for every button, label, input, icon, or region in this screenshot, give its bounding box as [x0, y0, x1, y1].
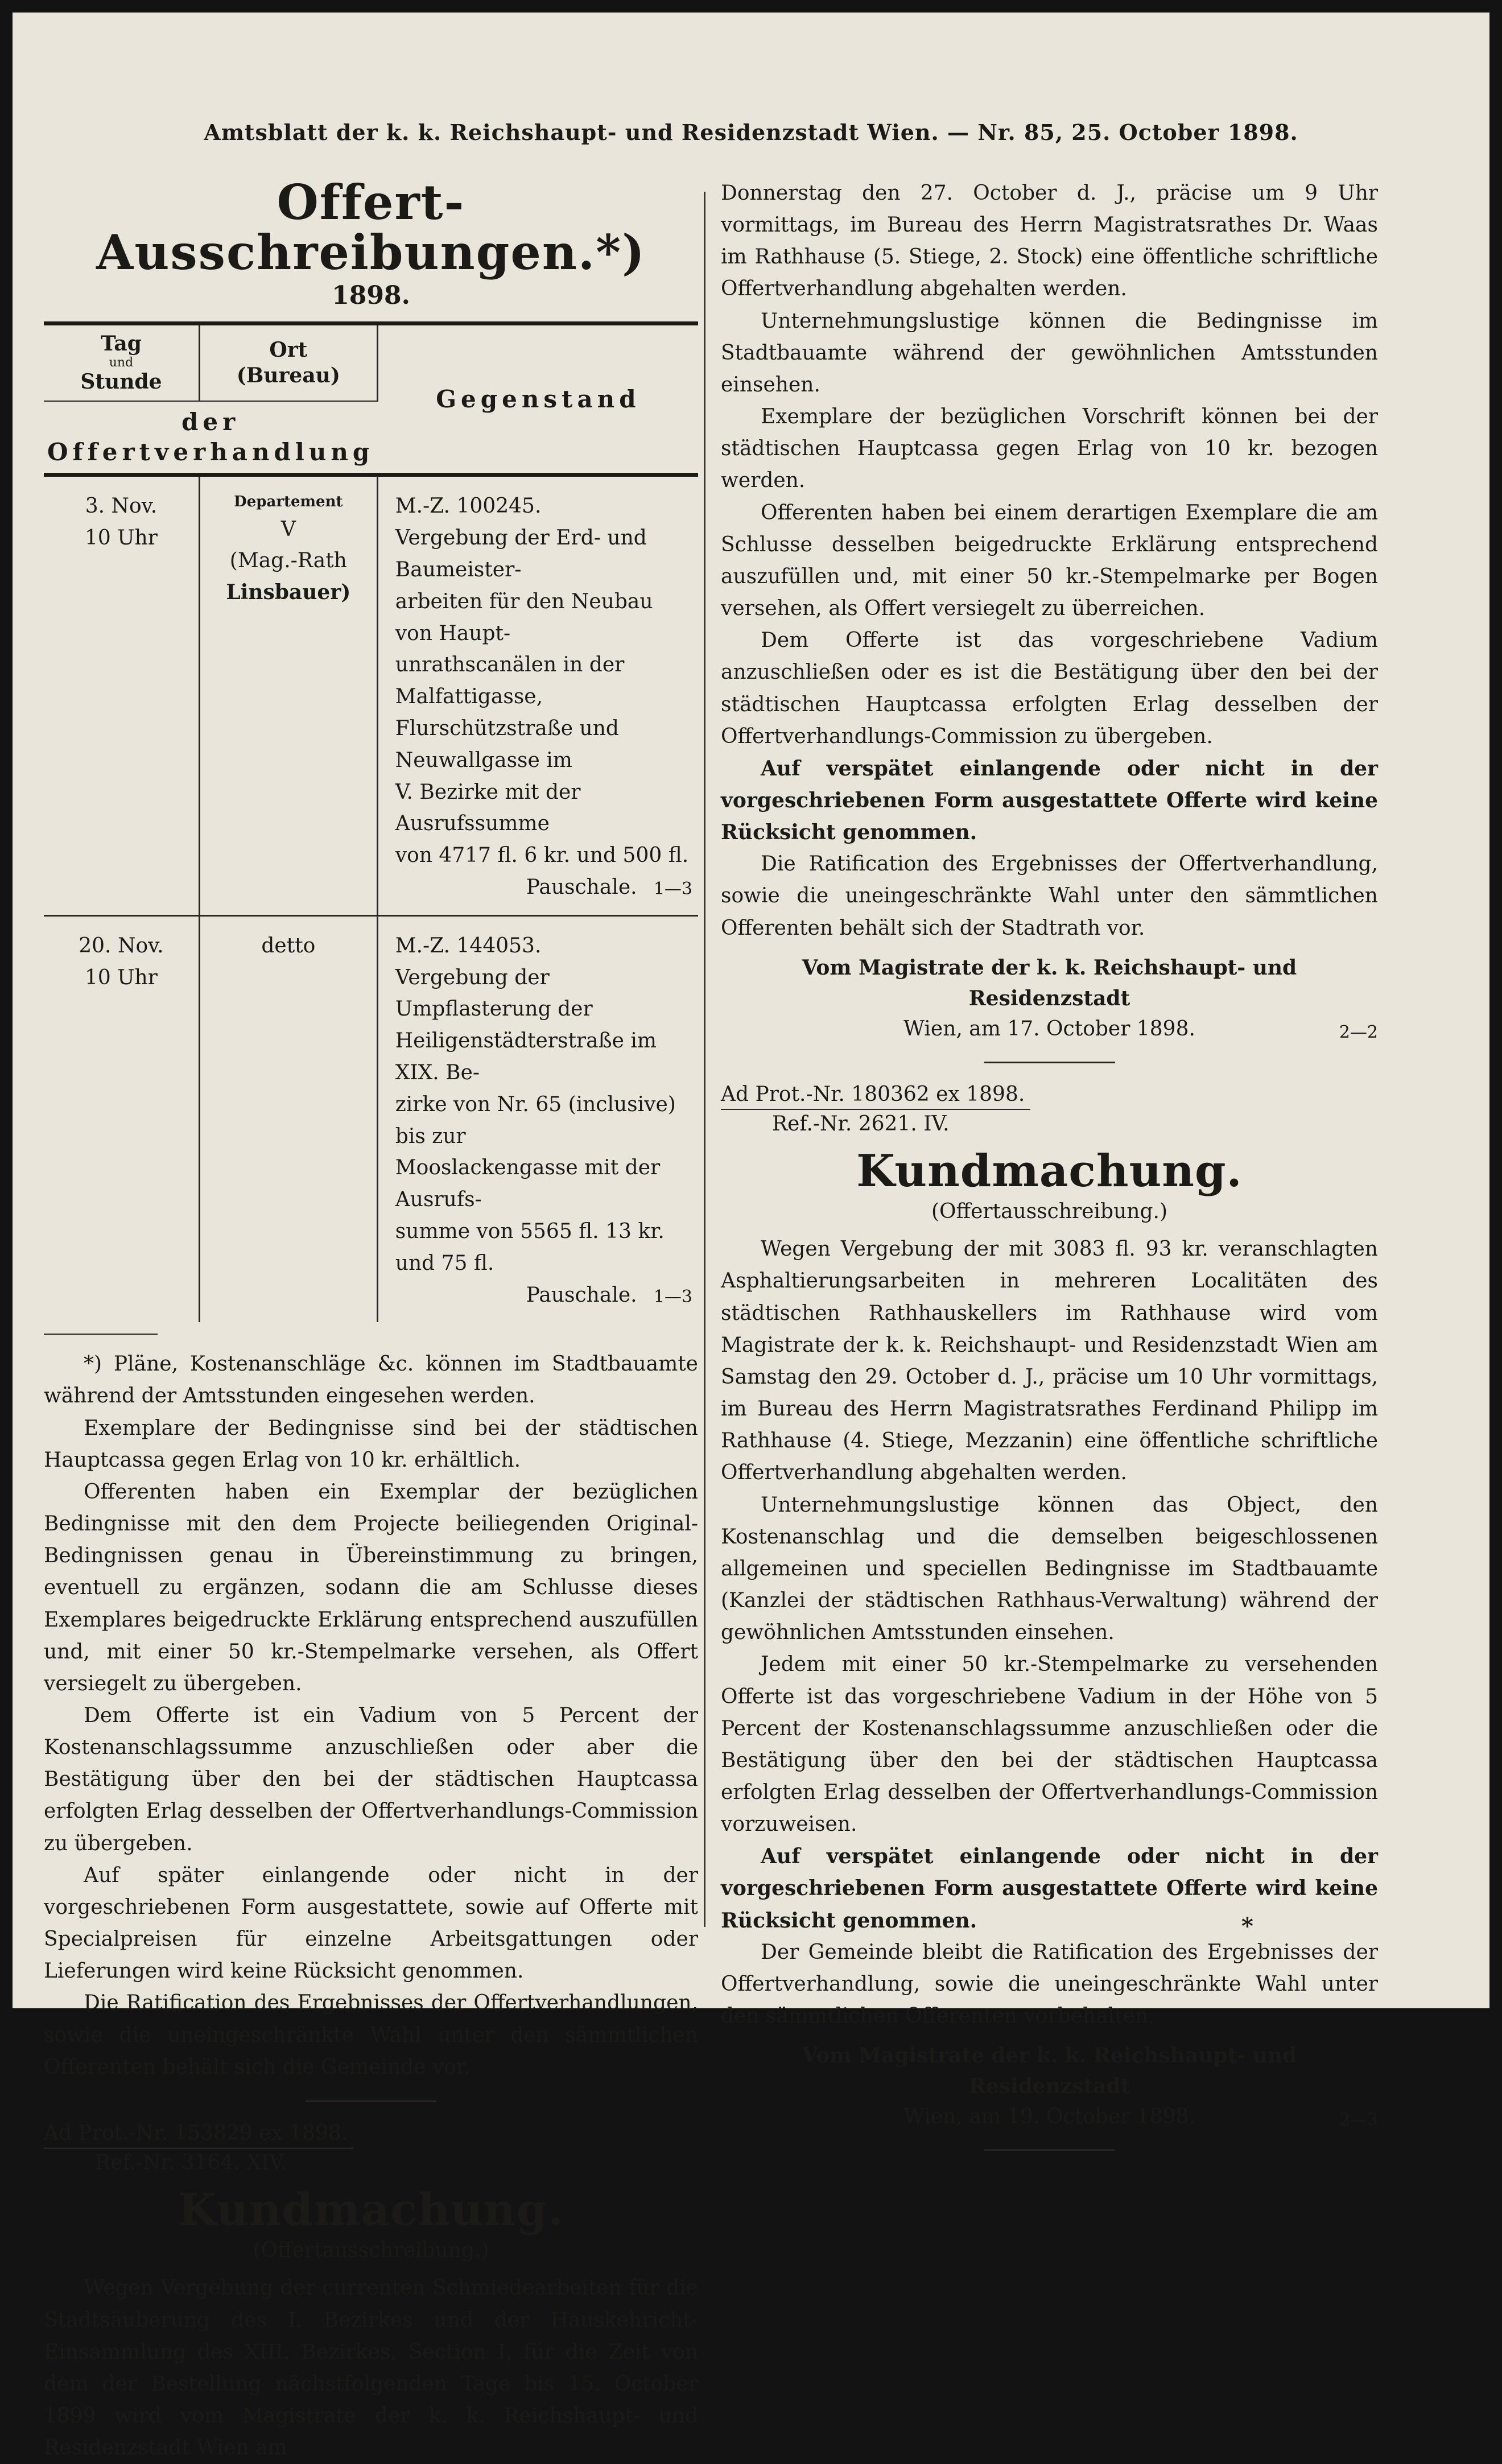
table-row: 3. Nov. 10 Uhr Departement V (Mag.-Rath Linsbauer) M.-Z. 100245. Vergebung der Erd- und Baumeister- arbeiten für den Neubau von Haupt- unrathscanälen in der Malfattigasse, Flurschützstraße und Neuwallgasse im V. Bezirke mit der Ausrufssumme von 4717 fl. 6 kr. und 500 fl. Pauschale. 1—3 — [44, 475, 698, 915]
column-divider — [704, 192, 705, 1927]
separator — [306, 2100, 436, 2102]
header-subrow: der Offertverhandlung — [44, 401, 377, 475]
place-date: Wien, am 19. October 1898. 2—3 — [903, 2105, 1378, 2131]
newspaper-page — [13, 13, 1489, 2460]
notice-subtitle: (Offertausschreibung.) — [253, 2239, 489, 2263]
place-date: Wien, am 17. October 1898. 2—2 — [903, 1017, 1378, 1042]
section-title: Offert-Ausschreibungen.*) — [96, 174, 646, 281]
asterisk-mark: * — [1241, 1913, 1253, 1939]
header-subject: Gegenstand — [377, 324, 698, 475]
notice-title: Kundmachung. — [178, 2184, 564, 2236]
separator — [984, 1062, 1115, 1063]
prot-number: Ad Prot.-Nr. 153829 ex 1898. — [44, 2119, 353, 2149]
footnote-rule — [44, 1334, 158, 1335]
prot-number: Ad Prot.-Nr. 180362 ex 1898. — [721, 1080, 1030, 1110]
notice-right: Ad Prot.-Nr. 180362 ex 1898. Ref.-Nr. 2621. IV. Kundmachung. (Offertausschreibung.) Wegen Vergebung der mit 3083 fl. 93 kr. veranschlagten Asphaltierungsarbeiten in mehreren Localitäten des städtischen Rathhauskellers im Rathhause wird vom Magistrate der k. k. Reichshaupt- und Residenzstadt Wien am Samstag den 29. October d. J., präcise um 10 Uhr vormittags, im Bureau des Herrn Magistratsrathes Ferdinand Philipp im Rathhause (4. Stiege, Mezzanin) eine öffentliche schriftliche Offertverhandlung abgehalten werden. Unternehmungslustige können das Object, den Kostenanschlag und die demselben beigeschlossenen allgemeinen und speciellen Bedingnisse im Stadtbauamte (Kanzlei der städtischen Rathhaus-Verwaltung) während der gewöhnlichen Amtsstunden einsehen. Jedem mit einer 50 kr.-Stempelmarke zu versehenden Offerte ist das vorgeschriebene Vadium in der Höhe von 5 Percent der Kostenanschlagssumme anzuschließen oder die Bestätigung über den bei der städtischen Hauptcassa erfolgten Erlag desselben der Offertverhandlungs-Commission vorzuweisen. Auf verspätet einlangende oder nicht in der vorgeschriebenen Form ausgestattete Offerte wird keine Rücksicht genommen. Der Gemeinde bleibt die Ratification des Ergebnisses der Offertverhandlung, sowie die uneingeschränkte Wahl unter den sämmtlichen Offerenten vorbehalten. Vom Magistrate der k. k. Reichshaupt- und Residenzstadt Wien, am 19. October 1898. 2—3 — [721, 1080, 1378, 2151]
header-date: Tag und Stunde — [44, 324, 199, 402]
offers-table — [44, 321, 698, 1322]
page-header: Amtsblatt der k. k. Reichshaupt- und Residenzstadt Wien. — Nr. 85, 25. October 1898. — [204, 119, 1298, 145]
notice-title: Kundmachung. — [856, 1145, 1243, 1197]
signature: Vom Magistrate der k. k. Reichshaupt- und Residenzstadt — [802, 955, 1297, 1010]
footnote: *) Pläne, Kostenanschläge &c. können im Stadtbauamte während der Amtsstunden eingesehen werden. Exemplare der Bedingnisse sind bei der städtischen Hauptcassa gegen Erlag von 10 kr. erhältlich. Offerenten haben ein Exemplar der bezüglichen Bedingnisse mit den dem Projecte beiliegenden Original-Bedingnissen genau in Übereinstimmung zu bringen, eventuell zu ergänzen, sodann die am Schlusse dieses Exemplares beigedruckte Erklärung entsprechend auszufüllen und, mit einer 50 kr.-Stempelmarke versehen, als Offert versiegelt zu übergeben. Dem Offerte ist ein Vadium von 5 Percent der Kostenanschlagssumme anzuschließen oder aber die Bestätigung über den bei der städtischen Hauptcassa erfolgten Erlag desselben der Offertverhandlungs-Commission zu übergeben. Auf später einlangende oder nicht in der vorgeschriebenen Form ausgestattete, sowie auf Offerte mit Specialpreisen für einzelne Arbeitsgattungen oder Lieferungen wird keine Rücksicht genommen. Die Ratification des Ergebnisses der Offertverhandlungen, sowie die uneingeschränkte Wahl unter den sämmtlichen Offerenten behält sich die Gemeinde vor. — [44, 1352, 698, 2079]
ref-number: Ref.-Nr. 2621. IV. — [772, 1112, 950, 1136]
ref-number: Ref.-Nr. 3164. XIV. — [95, 2151, 287, 2175]
right-column: Donnerstag den 27. October d. J., präcise um 9 Uhr vormittags, im Bureau des Herrn Magistratsrathes Dr. Waas im Rathhause (5. Stiege, 2. Stock) eine öffentliche schriftliche Offertverhandlung abgehalten werden. Unternehmungslustige können die Bedingnisse im Stadtbauamte während der gewöhnlichen Amtsstunden einsehen. Exemplare der bezüglichen Vorschrift können bei der städtischen Hauptcassa gegen Erlag von 10 kr. bezogen werden. Offerenten haben bei einem derartigen Exemplare die am Schlusse desselben beigedruckte Erklärung entsprechend auszufüllen und, mit einer 50 kr.-Stempelmarke per Bogen versehen, als Offert versiegelt zu überreichen. Dem Offerte ist das vorgeschriebene Vadium anzuschließen oder es ist die Bestätigung über den bei der städtischen Hauptcassa erfolgten Erlag desselben der Offertverhandlungs-Commission zu übergeben. Auf verspätet einlangende oder nicht in der vorgeschriebenen Form ausgestattete Offerte wird keine Rücksicht genommen. Die Ratification des Ergebnisses der Offertverhandlung, sowie die uneingeschränkte Wahl unter den sämmtlichen Offerenten behält sich der Stadtrath vor. Vom Magistrate der k. k. Reichshaupt- und Residenzstadt Wien, am 17. October 1898. 2—2 Ad Prot.-Nr. 180362 ex 1898. Ref.-Nr. 2621. IV. Kundmachung. (Offertausschreibung.) Wegen Vergebung der mit 3083 fl. 93 kr. veranschlagten Asphaltierungsarbeiten in mehreren Localitäten des städtischen Rathhauskellers im Rathhause wird vom Magistrate der k. k. Reichshaupt- und Residenzstadt Wien am Samstag den 29. October d. J., präcise um 10 Uhr vormittags, im Bureau des Herrn Magistratsrathes Ferdinand Philipp im Rathhause (4. Stiege, Mezzanin) eine öffentliche schriftliche Offertverhandlung abgehalten werden. Unternehmungslustige können das Object, den Kostenanschlag und die demselben beigeschlossenen allgemeinen und speciellen Bedingnisse im Stadtbauamte (Kanzlei der städtischen Rathhaus-Verwaltung) während der gewöhnlichen Amtsstunden einsehen. Jedem mit einer 50 kr.-Stempelmarke zu versehenden Offerte ist das vorgeschriebene Vadium in der Höhe von 5 Percent der Kostenanschlagssumme anzuschließen oder die Bestätigung über den bei der städtischen Hauptcassa erfolgten Erlag desselben der Offertverhandlungs-Commission vorzuweisen. Auf verspätet einlangende oder nicht in der vorgeschriebenen Form ausgestattete Offerte wird keine Rücksicht genommen. Der Gemeinde bleibt die Ratification des Ergebnisses der Offertverhandlung, sowie die uneingeschränkte Wahl unter den sämmtlichen Offerenten vorbehalten. Vom Magistrate der k. k. Reichshaupt- und Residenzstadt Wien, am 19. October 1898. 2—3 — [721, 178, 1378, 2168]
notice-subtitle: (Offertausschreibung.) — [931, 1200, 1168, 1224]
notice-text: Wegen Vergebung der currenten Schmiedearbeiten für die Stadtsäuberung des I. Bezirkes und der Hauskehricht-Einsammlung des XIII. Bezirkes, Section I, für die Zeit von dem der Bestellung nächstfolgenden Tage bis 15. October 1899 wird vom Magistrate der k. k. Reichshaupt- und Residenzstadt Wien am — [44, 2276, 698, 2460]
signature: Vom Magistrate der k. k. Reichshaupt- und Residenzstadt — [802, 2044, 1297, 2099]
header-place: Ort (Bureau) — [199, 324, 377, 402]
table-row: 20. Nov. 10 Uhr detto M.-Z. 144053. Vergebung der Umpflasterung der Heiligenstädterstraße im XIX. Be- zirke von Nr. 65 (inclusive) bis zur Mooslackengasse mit der Ausrufs- summe von 5565 fl. 13 kr. und 75 fl. Pauschale. 1—3 — [44, 915, 698, 1322]
section-year: 1898. — [332, 281, 410, 311]
notice-left — [44, 2119, 698, 2464]
separator — [984, 2149, 1115, 2151]
left-column — [44, 174, 698, 2464]
